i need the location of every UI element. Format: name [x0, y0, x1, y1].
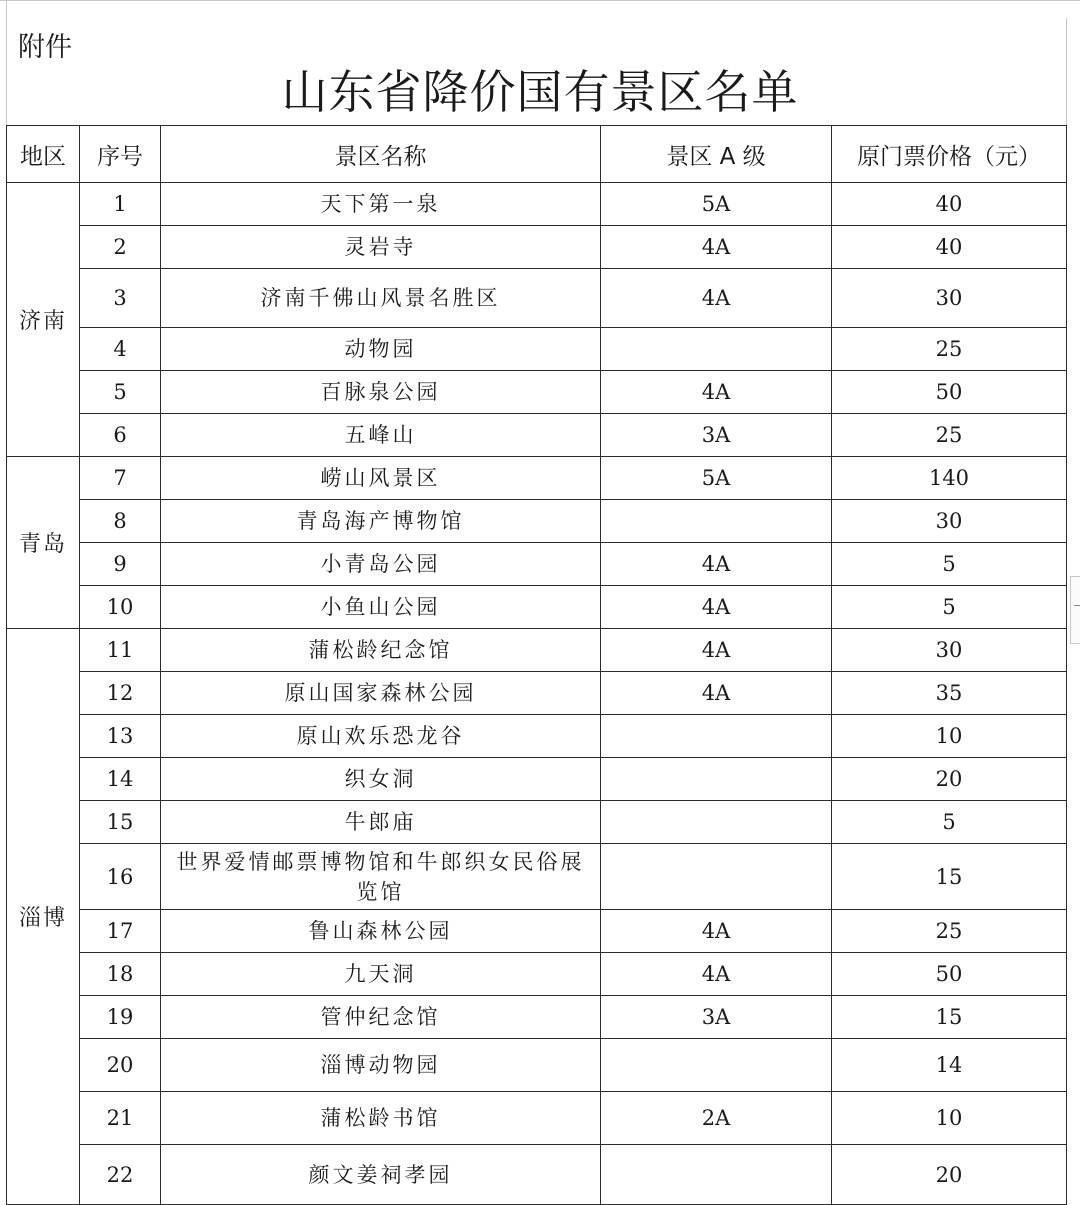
- table-row: [7, 543, 1067, 586]
- header-spot-name: 景区名称: [161, 126, 601, 183]
- price: 20: [832, 1145, 1067, 1205]
- spot-name: 青岛海产博物馆: [161, 500, 601, 543]
- price: 140: [832, 457, 1067, 500]
- spot-name: 蒲松龄书馆: [161, 1092, 601, 1145]
- row-number: 7: [80, 457, 161, 500]
- row-number: 14: [80, 758, 161, 801]
- table-row: [7, 1145, 1067, 1205]
- row-number: 9: [80, 543, 161, 586]
- a-grade: [601, 1145, 832, 1205]
- a-grade: 3A: [601, 414, 832, 457]
- row-number: 22: [80, 1145, 161, 1205]
- price: 15: [832, 996, 1067, 1039]
- a-grade: 4A: [601, 629, 832, 672]
- spot-name: 织女洞: [161, 758, 601, 801]
- a-grade: 4A: [601, 953, 832, 996]
- table-row: [7, 457, 1067, 500]
- price: 20: [832, 758, 1067, 801]
- table-row: [7, 586, 1067, 629]
- table-row: [7, 629, 1067, 672]
- price: 30: [832, 500, 1067, 543]
- a-grade: [601, 328, 832, 371]
- price: 15: [832, 844, 1067, 910]
- spot-name: 世界爱情邮票博物馆和牛郎织女民俗展览馆: [161, 844, 601, 910]
- row-number: 19: [80, 996, 161, 1039]
- price: 25: [832, 414, 1067, 457]
- table-row: [7, 500, 1067, 543]
- a-grade: 4A: [601, 543, 832, 586]
- a-grade: 4A: [601, 371, 832, 414]
- row-number: 15: [80, 801, 161, 844]
- row-number: 12: [80, 672, 161, 715]
- header-number: 序号: [80, 126, 161, 183]
- price: 30: [832, 269, 1067, 328]
- table-row: [7, 672, 1067, 715]
- a-grade: [601, 500, 832, 543]
- scenic-spot-table: [6, 125, 1067, 1205]
- spot-name: 牛郎庙: [161, 801, 601, 844]
- row-number: 20: [80, 1039, 161, 1092]
- table-row: [7, 269, 1067, 328]
- price: 5: [832, 586, 1067, 629]
- price: 50: [832, 953, 1067, 996]
- side-scroll-tab[interactable]: [1070, 576, 1080, 644]
- row-number: 5: [80, 371, 161, 414]
- row-number: 11: [80, 629, 161, 672]
- a-grade: [601, 758, 832, 801]
- price: 40: [832, 183, 1067, 226]
- row-number: 16: [80, 844, 161, 910]
- a-grade: 2A: [601, 1092, 832, 1145]
- a-grade: 4A: [601, 226, 832, 269]
- header-original-price: 原门票价格（元）: [832, 126, 1067, 183]
- table-row: [7, 371, 1067, 414]
- spot-name: 原山国家森林公园: [161, 672, 601, 715]
- spot-name: 百脉泉公园: [161, 371, 601, 414]
- table-row: [7, 1039, 1067, 1092]
- a-grade: [601, 844, 832, 910]
- price: 5: [832, 801, 1067, 844]
- row-number: 6: [80, 414, 161, 457]
- spot-name: 动物园: [161, 328, 601, 371]
- spot-name: 九天洞: [161, 953, 601, 996]
- a-grade: 4A: [601, 269, 832, 328]
- price: 14: [832, 1039, 1067, 1092]
- row-number: 18: [80, 953, 161, 996]
- table-row: [7, 414, 1067, 457]
- a-grade: [601, 801, 832, 844]
- spot-name: 颜文姜祠孝园: [161, 1145, 601, 1205]
- spot-name: 五峰山: [161, 414, 601, 457]
- region-cell: 淄博: [7, 629, 80, 1205]
- row-number: 17: [80, 910, 161, 953]
- table-row: [7, 226, 1067, 269]
- row-number: 8: [80, 500, 161, 543]
- spot-name: 鲁山森林公园: [161, 910, 601, 953]
- header-a-grade: 景区 A 级: [601, 126, 832, 183]
- spot-name: 淄博动物园: [161, 1039, 601, 1092]
- spot-name: 小青岛公园: [161, 543, 601, 586]
- a-grade: 5A: [601, 183, 832, 226]
- row-number: 13: [80, 715, 161, 758]
- table-row: [7, 844, 1067, 910]
- table-row: [7, 996, 1067, 1039]
- header-region: 地区: [7, 126, 80, 183]
- spot-name: 原山欢乐恐龙谷: [161, 715, 601, 758]
- a-grade: 4A: [601, 910, 832, 953]
- row-number: 4: [80, 328, 161, 371]
- price: 5: [832, 543, 1067, 586]
- row-number: 1: [80, 183, 161, 226]
- document-title: 山东省降价国有景区名单: [281, 65, 799, 119]
- row-number: 10: [80, 586, 161, 629]
- row-number: 21: [80, 1092, 161, 1145]
- spot-name: 崂山风景区: [161, 457, 601, 500]
- spot-name: 天下第一泉: [161, 183, 601, 226]
- table-row: [7, 758, 1067, 801]
- price: 50: [832, 371, 1067, 414]
- table-row: [7, 183, 1067, 226]
- spot-name: 管仲纪念馆: [161, 996, 601, 1039]
- page-top-border: [0, 0, 1080, 1]
- region-cell: 青岛: [7, 457, 80, 629]
- price: 35: [832, 672, 1067, 715]
- table-row: [7, 910, 1067, 953]
- attachment-label: 附件: [18, 32, 72, 63]
- table-header-row: [7, 126, 1067, 183]
- a-grade: [601, 1039, 832, 1092]
- scroll-tab-handle-icon: [1074, 605, 1080, 606]
- spot-name: 灵岩寺: [161, 226, 601, 269]
- spot-name: 济南千佛山风景名胜区: [161, 269, 601, 328]
- region-cell: 济南: [7, 183, 80, 457]
- row-number: 2: [80, 226, 161, 269]
- spot-name: 小鱼山公园: [161, 586, 601, 629]
- table-row: [7, 715, 1067, 758]
- price: 10: [832, 1092, 1067, 1145]
- price: 10: [832, 715, 1067, 758]
- row-number: 3: [80, 269, 161, 328]
- table-row: [7, 953, 1067, 996]
- a-grade: 4A: [601, 672, 832, 715]
- a-grade: 4A: [601, 586, 832, 629]
- price: 40: [832, 226, 1067, 269]
- spot-name: 蒲松龄纪念馆: [161, 629, 601, 672]
- price: 30: [832, 629, 1067, 672]
- a-grade: 3A: [601, 996, 832, 1039]
- table-row: [7, 1092, 1067, 1145]
- a-grade: 5A: [601, 457, 832, 500]
- a-grade: [601, 715, 832, 758]
- table-row: [7, 328, 1067, 371]
- table-row: [7, 801, 1067, 844]
- price: 25: [832, 328, 1067, 371]
- price: 25: [832, 910, 1067, 953]
